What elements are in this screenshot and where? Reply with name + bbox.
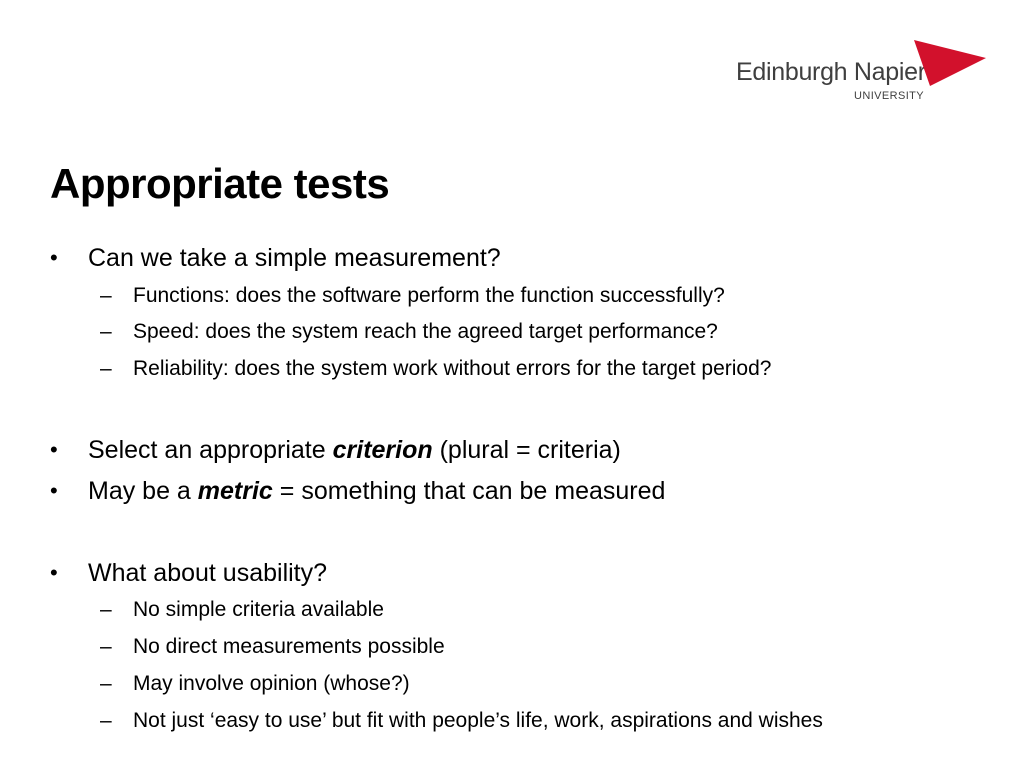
logo-triangle-icon: [912, 38, 988, 88]
dash-marker: –: [100, 320, 112, 343]
sub-bullet-functions: Functions: does the software perform the function successfully?: [133, 284, 725, 307]
slide-title: Appropriate tests: [50, 160, 390, 207]
dash-marker: –: [100, 635, 112, 658]
sub-bullet-reliability: Reliability: does the system work without errors for the target period?: [133, 357, 772, 380]
bullet-marker: •: [50, 478, 58, 503]
sub-bullet-not-just-easy: Not just ‘easy to use’ but fit with people’s life, work, aspirations and wishes: [133, 709, 823, 732]
bullet-marker: •: [50, 245, 58, 270]
bullet-criterion-before: Select an appropriate: [88, 436, 333, 464]
logo-subtitle: UNIVERSITY: [854, 90, 925, 102]
dash-marker: –: [100, 284, 112, 307]
keyword-criterion: criterion: [332, 436, 433, 464]
university-logo: [736, 38, 988, 104]
bullet-metric-after: = something that can be measured: [272, 477, 666, 505]
sub-bullet-speed: Speed: does the system reach the agreed target performance?: [133, 320, 718, 343]
logo-name: Edinburgh Napier: [736, 58, 926, 86]
dash-marker: –: [100, 598, 112, 621]
keyword-metric: metric: [197, 477, 273, 505]
dash-marker: –: [100, 672, 112, 695]
bullet-marker: •: [50, 560, 58, 585]
sub-bullet-opinion: May involve opinion (whose?): [133, 672, 410, 695]
bullet-marker: •: [50, 437, 58, 462]
bullet-metric: [88, 476, 665, 506]
bullet-metric-before: May be a: [88, 477, 198, 505]
dash-marker: –: [100, 357, 112, 380]
dash-marker: –: [100, 709, 112, 732]
sub-bullet-no-simple-criteria: No simple criteria available: [133, 598, 384, 621]
bullet-criterion-after: (plural = criteria): [432, 436, 621, 464]
bullet-usability: What about usability?: [88, 559, 328, 587]
sub-bullet-no-direct-measurements: No direct measurements possible: [133, 635, 445, 658]
bullet-criterion: [88, 435, 621, 465]
bullet-simple-measurement: Can we take a simple measurement?: [88, 244, 501, 272]
